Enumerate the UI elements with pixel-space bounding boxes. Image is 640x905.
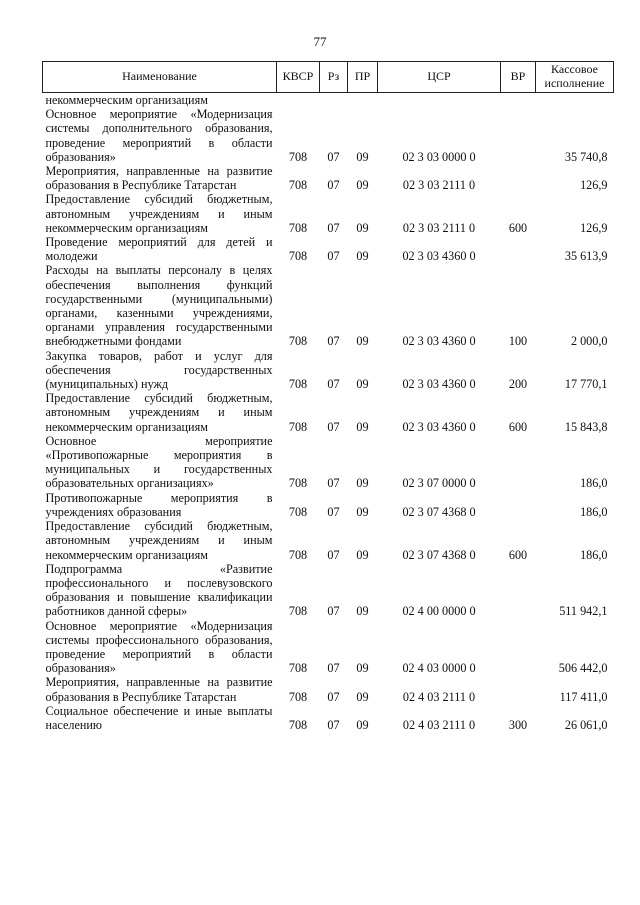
cell-rz: 07	[327, 547, 340, 562]
cell-pr: 09	[356, 249, 369, 264]
cell-pr: 09	[356, 178, 369, 193]
cell-vr	[501, 675, 536, 703]
cell-rz: 07	[327, 476, 340, 491]
cell-name: Мероприятия, направленные на развитие образования в Республике Татарстан	[45, 164, 273, 193]
cell-kvsr: 708	[288, 220, 308, 235]
cell-pr: 09	[356, 149, 369, 164]
col-header-amount: Кассовое исполнение	[536, 62, 614, 93]
cell-kvsr: 708	[288, 334, 308, 349]
cell-amount: 35 613,9	[564, 249, 608, 264]
cell-name: Расходы на выплаты персоналу в целях обеспечения выполнения функций государственными (муниципальными) органами, казенными учреждениями, органами управления государственными внебюджетными фондами	[45, 263, 273, 349]
cell-vr: 600	[508, 419, 528, 434]
cell-vr	[501, 107, 536, 164]
col-header-kvsr: КВСР	[277, 62, 320, 93]
cell-csr: 02 3 03 2111 0	[402, 178, 476, 193]
cell-vr: 100	[508, 334, 528, 349]
cell-csr: 02 3 03 4360 0	[402, 249, 476, 264]
table-row	[43, 434, 614, 491]
cell-kvsr	[277, 93, 320, 108]
table-header	[43, 62, 614, 93]
cell-pr: 09	[356, 717, 369, 732]
table-row	[43, 704, 614, 732]
cell-pr: 09	[356, 547, 369, 562]
cell-amount: 126,9	[580, 220, 608, 235]
cell-vr: 600	[508, 220, 528, 235]
cell-name: Противопожарные мероприятия в учреждениях образования	[45, 490, 273, 519]
table-row	[43, 192, 614, 235]
cell-amount: 26 061,0	[564, 717, 608, 732]
cell-name: Основное мероприятие «Модернизация системы профессионального образования, проведение мероприятий в области образования»	[45, 618, 273, 676]
cell-pr: 09	[356, 419, 369, 434]
cell-rz: 07	[327, 334, 340, 349]
cell-amount: 126,9	[580, 178, 608, 193]
cell-rz: 07	[327, 419, 340, 434]
col-header-pr: ПР	[348, 62, 378, 93]
cell-rz: 07	[327, 689, 340, 704]
cell-vr	[501, 434, 536, 491]
cell-vr	[501, 164, 536, 192]
cell-rz: 07	[327, 377, 340, 392]
table-row	[43, 349, 614, 392]
cell-vr	[501, 235, 536, 263]
cell-pr: 09	[356, 377, 369, 392]
cell-vr	[501, 491, 536, 519]
cell-amount: 2 000,0	[570, 334, 608, 349]
cell-kvsr: 708	[288, 547, 308, 562]
table-body	[43, 93, 614, 733]
cell-pr: 09	[356, 334, 369, 349]
cell-csr: 02 3 03 0000 0	[402, 149, 476, 164]
table-row	[43, 619, 614, 676]
cell-amount: 15 843,8	[564, 419, 608, 434]
cell-csr: 02 3 03 2111 0	[402, 220, 476, 235]
cell-csr: 02 3 07 4368 0	[402, 547, 476, 562]
cell-amount: 186,0	[580, 476, 608, 491]
cell-vr	[501, 619, 536, 676]
cell-amount: 186,0	[580, 504, 608, 519]
cell-name: Подпрограмма «Развитие профессионального и послевузовского образования и повышение квалификации работников данной сферы»	[45, 561, 273, 619]
cell-name: Проведение мероприятий для детей и молодежи	[45, 235, 273, 264]
col-header-name: Наименование	[43, 62, 277, 93]
cell-pr: 09	[356, 476, 369, 491]
cell-kvsr: 708	[288, 377, 308, 392]
cell-name: Мероприятия, направленные на развитие образования в Республике Татарстан	[45, 675, 273, 704]
cell-amount: 186,0	[580, 547, 608, 562]
cell-name: Предоставление субсидий бюджетным, автономным учреждениям и иным некоммерческим организациям	[45, 519, 273, 562]
cell-rz: 07	[327, 504, 340, 519]
cell-kvsr: 708	[288, 717, 308, 732]
cell-rz: 07	[327, 604, 340, 619]
cell-kvsr: 708	[288, 476, 308, 491]
page-number: 77	[313, 34, 327, 49]
cell-amount: 17 770,1	[564, 377, 608, 392]
table-row	[43, 562, 614, 619]
cell-name: Социальное обеспечение и иные выплаты населению	[45, 703, 273, 732]
table-row	[43, 93, 614, 108]
cell-amount: 117 411,0	[559, 689, 608, 704]
cell-kvsr: 708	[288, 419, 308, 434]
cell-kvsr: 708	[288, 504, 308, 519]
cell-rz: 07	[327, 661, 340, 676]
cell-csr: 02 4 03 2111 0	[402, 717, 476, 732]
cell-vr: 600	[508, 547, 528, 562]
cell-csr: 02 3 03 4360 0	[402, 419, 476, 434]
cell-amount: 35 740,8	[564, 149, 608, 164]
col-header-csr: ЦСР	[378, 62, 501, 93]
table-row	[43, 391, 614, 434]
col-header-rz: Рз	[320, 62, 348, 93]
table-row	[43, 235, 614, 263]
cell-kvsr: 708	[288, 689, 308, 704]
table-row	[43, 107, 614, 164]
cell-name: Основное мероприятие «Модернизация системы дополнительного образования, проведение мероприятий в области образования»	[45, 107, 273, 164]
table-row	[43, 491, 614, 519]
budget-table	[42, 61, 614, 732]
cell-kvsr: 708	[288, 249, 308, 264]
cell-amount: 506 442,0	[558, 661, 608, 676]
cell-rz: 07	[327, 178, 340, 193]
cell-vr: 300	[508, 717, 528, 732]
cell-vr	[501, 93, 536, 108]
cell-pr: 09	[356, 661, 369, 676]
cell-vr	[501, 562, 536, 619]
cell-rz: 07	[327, 149, 340, 164]
cell-csr: 02 4 03 0000 0	[402, 661, 476, 676]
cell-csr: 02 3 03 4360 0	[402, 334, 476, 349]
cell-kvsr: 708	[288, 661, 308, 676]
table-row	[43, 675, 614, 703]
cell-kvsr: 708	[288, 604, 308, 619]
cell-name: Закупка товаров, работ и услуг для обеспечения государственных (муниципальных) нужд	[45, 348, 273, 392]
cell-csr: 02 4 00 0000 0	[402, 604, 476, 619]
cell-kvsr: 708	[288, 149, 308, 164]
cell-name: Предоставление субсидий бюджетным, автономным учреждениям и иным некоммерческим организациям	[45, 192, 273, 235]
cell-csr: 02 3 07 4368 0	[402, 504, 476, 519]
cell-rz: 07	[327, 249, 340, 264]
cell-csr: 02 3 07 0000 0	[402, 476, 476, 491]
cell-pr: 09	[356, 689, 369, 704]
cell-pr: 09	[356, 504, 369, 519]
cell-rz: 07	[327, 220, 340, 235]
cell-csr: 02 3 03 4360 0	[402, 377, 476, 392]
cell-rz: 07	[327, 717, 340, 732]
cell-vr: 200	[508, 377, 528, 392]
cell-csr	[378, 93, 501, 108]
table-row	[43, 263, 614, 348]
cell-kvsr: 708	[288, 178, 308, 193]
cell-name: Предоставление субсидий бюджетным, автономным учреждениям и иным некоммерческим организациям	[45, 391, 273, 434]
cell-pr: 09	[356, 604, 369, 619]
table-row	[43, 164, 614, 192]
col-header-vr: ВР	[501, 62, 536, 93]
cell-pr	[348, 93, 378, 108]
cell-amount: 511 942,1	[559, 604, 608, 619]
table-row	[43, 519, 614, 562]
cell-csr: 02 4 03 2111 0	[402, 689, 476, 704]
cell-pr: 09	[356, 220, 369, 235]
cell-name: некоммерческим организациям	[45, 93, 208, 107]
cell-amount	[536, 93, 614, 108]
cell-name: Основное мероприятие «Противопожарные мероприятия в муниципальных и государственных образовательных организациях»	[45, 433, 273, 491]
cell-rz	[320, 93, 348, 108]
